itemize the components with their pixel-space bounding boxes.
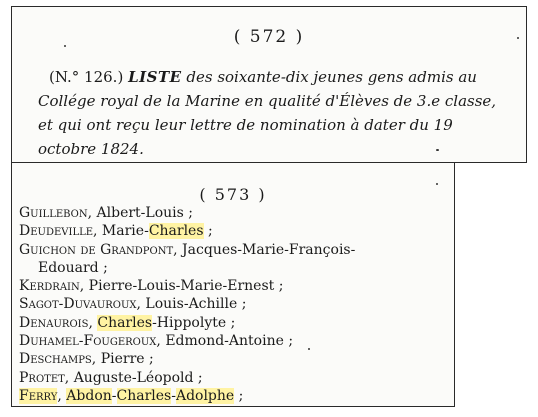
surname: Deudeville bbox=[19, 223, 94, 240]
surname: Sagot-Duvauroux bbox=[19, 296, 137, 313]
print-speck bbox=[64, 45, 66, 47]
name-text: ; bbox=[234, 387, 244, 404]
name-entry bbox=[19, 222, 453, 240]
page-573-snippet bbox=[11, 162, 455, 407]
name-text: , Edmond-Antoine ; bbox=[156, 333, 294, 350]
student-name-list bbox=[19, 204, 453, 405]
name-text: - bbox=[111, 387, 117, 404]
name-entry bbox=[19, 295, 453, 313]
name-text: -Hippolyte ; bbox=[152, 314, 236, 331]
surname: Ferry bbox=[19, 387, 58, 404]
name-text: , bbox=[88, 314, 98, 331]
surname: Protet bbox=[19, 369, 65, 386]
name-text: Edouard ; bbox=[38, 259, 108, 276]
heading-liste-word: LISTE bbox=[128, 68, 182, 86]
highlighted-name: Charles bbox=[97, 314, 153, 331]
page-572-snippet bbox=[11, 6, 527, 163]
name-text: , Jacques-Marie-François- bbox=[173, 241, 356, 258]
surname: Duhamel-Fougeroux bbox=[19, 333, 157, 350]
name-entry bbox=[19, 350, 453, 368]
name-entry bbox=[19, 277, 453, 295]
name-text: , bbox=[57, 387, 67, 404]
name-text: ; bbox=[203, 223, 213, 240]
surname: Kerdrain bbox=[19, 278, 80, 295]
heading-line-1 bbox=[38, 65, 513, 89]
print-speck bbox=[517, 37, 519, 39]
name-entry bbox=[19, 259, 453, 277]
name-text: - bbox=[171, 387, 176, 404]
heading-line-2: Collége royal de la Marine en qualité d'Élèves de 3.e classe, bbox=[38, 92, 497, 110]
heading-number: (N.° 126.) bbox=[49, 68, 124, 86]
page-number-573: ( 573 ) bbox=[199, 185, 267, 204]
name-entry bbox=[19, 204, 453, 222]
surname: Denaurois bbox=[19, 314, 89, 331]
surname: Deschamps bbox=[19, 351, 92, 368]
name-entry bbox=[19, 314, 453, 332]
highlighted-name: Charles bbox=[148, 223, 204, 240]
list-heading bbox=[38, 65, 513, 161]
name-text: , Albert-Louis ; bbox=[87, 205, 193, 221]
highlighted-name: Abdon bbox=[66, 387, 112, 404]
name-entry bbox=[19, 369, 453, 387]
heading-line-1-rest: des soixante-dix jeunes gens admis au bbox=[186, 68, 477, 86]
print-speck bbox=[308, 348, 310, 350]
name-entry bbox=[19, 332, 453, 350]
highlighted-name: Adolphe bbox=[175, 387, 235, 404]
name-entry bbox=[19, 387, 453, 405]
name-text: , Pierre ; bbox=[91, 351, 154, 368]
highlighted-name: Charles bbox=[116, 387, 172, 404]
name-text: , Marie- bbox=[93, 223, 149, 240]
heading-line-4: octobre 1824. bbox=[38, 140, 144, 158]
name-text: , Pierre-Louis-Marie-Ernest ; bbox=[79, 278, 284, 295]
print-speck bbox=[436, 149, 439, 151]
surname: Guillebon bbox=[19, 205, 88, 221]
name-text: , Louis-Achille ; bbox=[136, 296, 247, 313]
heading-line-3: et qui ont reçu leur lettre de nomination à dater du 19 bbox=[38, 116, 453, 134]
name-entry bbox=[19, 241, 453, 259]
page-number-572: ( 572 ) bbox=[233, 27, 305, 47]
name-text: , Auguste-Léopold ; bbox=[64, 369, 203, 386]
print-speck bbox=[436, 183, 438, 185]
surname: Guichon de Grandpont bbox=[19, 241, 174, 258]
